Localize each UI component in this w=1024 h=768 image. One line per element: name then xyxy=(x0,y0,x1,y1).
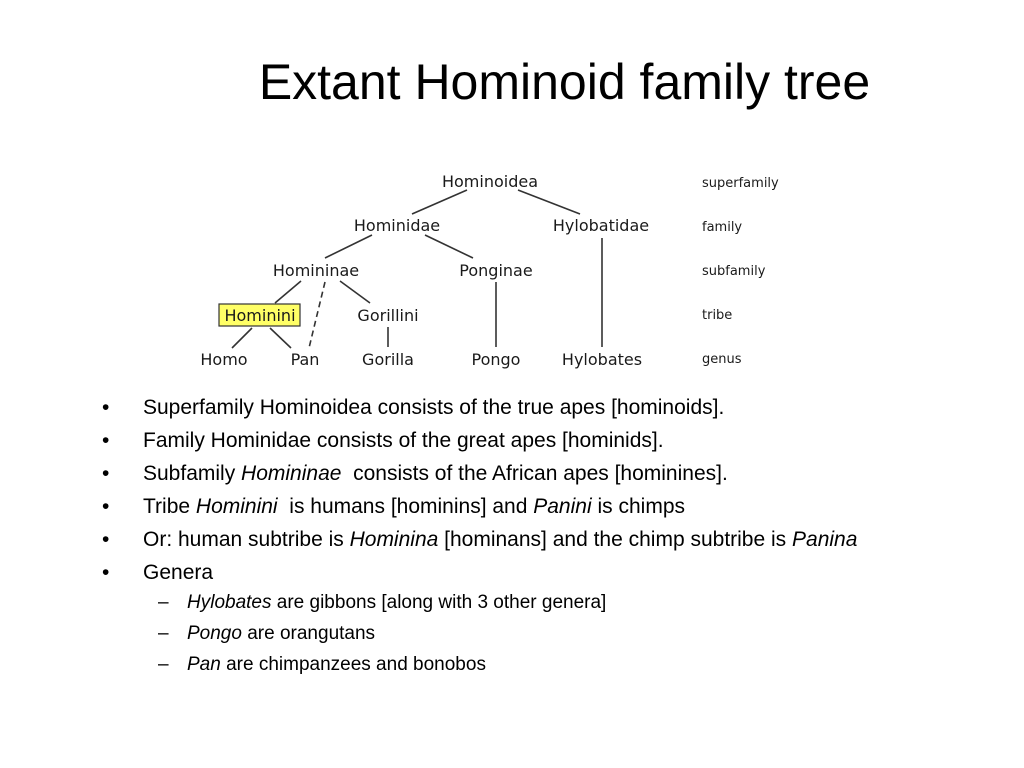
taxon-hylobates: Hylobates xyxy=(187,592,272,613)
sub-bullet-hylobates xyxy=(145,591,980,614)
bullet-text: Genera xyxy=(143,561,214,584)
node-hominidae: Hominidae xyxy=(353,216,441,235)
bullet-text: consists of the African apes [hominines]. xyxy=(341,462,728,485)
edge-hominoidea-hominidae xyxy=(412,190,467,214)
sub-bullet-pongo xyxy=(145,622,980,645)
sub-bullet-text: are gibbons [along with 3 other genera] xyxy=(271,592,607,613)
taxon-pongo: Pongo xyxy=(187,623,242,644)
rank-label-genus: genus xyxy=(702,352,742,367)
bullet-marker: • xyxy=(102,429,110,452)
bullet-text: is humans [hominins] and xyxy=(277,495,534,518)
node-hominini: Hominini xyxy=(224,306,296,325)
bullet-superfamily xyxy=(100,395,980,420)
sub-bullet-pan xyxy=(145,653,980,676)
taxon-homininae: Homininae xyxy=(241,462,342,485)
bullet-family xyxy=(100,428,980,453)
bullet-text: [hominans] and the chimp subtribe is xyxy=(438,528,793,551)
taxon-panina: Panina xyxy=(792,528,858,551)
bullet-subtribe xyxy=(100,527,980,552)
node-hylobatidae: Hylobatidae xyxy=(552,216,650,235)
bullet-marker: • xyxy=(102,462,110,485)
node-pan: Pan xyxy=(290,350,320,369)
node-gorillini: Gorillini xyxy=(357,306,419,325)
sub-bullet-text: are chimpanzees and bonobos xyxy=(220,654,486,675)
edge-hominini-pan xyxy=(270,328,291,348)
bullet-text: Subfamily xyxy=(143,462,242,485)
edge-homininae-hominini xyxy=(275,281,301,303)
rank-label-family: family xyxy=(702,220,743,235)
taxon-panini: Panini xyxy=(533,495,592,518)
node-homo: Homo xyxy=(200,350,248,369)
taxon-hominini: Hominini xyxy=(195,495,278,518)
bullet-tribe xyxy=(100,494,980,519)
bullet-marker: • xyxy=(102,495,110,518)
bullet-genera xyxy=(100,560,980,676)
node-hominoidea: Hominoidea xyxy=(441,172,539,191)
taxon-hominina: Hominina xyxy=(349,528,439,551)
edge-hominoidea-hylobatidae xyxy=(518,190,580,214)
bullet-text: Superfamily Hominoidea consists of the true apes [hominoids]. xyxy=(143,396,725,419)
edge-hominidae-ponginae xyxy=(425,235,473,258)
bullet-subfamily xyxy=(100,461,980,486)
bullet-text: Or: human subtribe is xyxy=(143,528,350,551)
bullet-text: Family Hominidae consists of the great apes [hominids]. xyxy=(143,429,664,452)
genera-sublist xyxy=(145,591,980,676)
rank-label-tribe: tribe xyxy=(702,308,733,323)
node-pongo: Pongo xyxy=(471,350,521,369)
taxon-pan: Pan xyxy=(187,654,221,675)
sub-bullet-text: are orangutans xyxy=(241,623,376,644)
bullet-marker: • xyxy=(102,396,110,419)
dash-marker: – xyxy=(158,623,169,644)
bullet-marker: • xyxy=(102,528,110,551)
edge-hominidae-homininae xyxy=(325,235,372,258)
node-hylobates: Hylobates xyxy=(561,350,643,369)
node-homininae: Homininae xyxy=(272,261,360,280)
edge-homininae-pan-dashed xyxy=(309,282,325,348)
rank-label-superfamily: superfamily xyxy=(702,176,779,191)
slide-title: Extant Hominoid family tree xyxy=(258,54,871,110)
bullet-text: is chimps xyxy=(591,495,685,518)
node-ponginae: Ponginae xyxy=(459,261,533,280)
edge-hominini-homo xyxy=(232,328,252,348)
edge-homininae-gorillini xyxy=(340,281,370,303)
bullet-list xyxy=(100,395,980,684)
rank-label-subfamily: subfamily xyxy=(702,264,766,279)
node-gorilla: Gorilla xyxy=(362,350,414,369)
dash-marker: – xyxy=(158,592,169,613)
dash-marker: – xyxy=(158,654,169,675)
bullet-marker: • xyxy=(102,561,110,584)
bullet-text: Tribe xyxy=(143,495,196,518)
